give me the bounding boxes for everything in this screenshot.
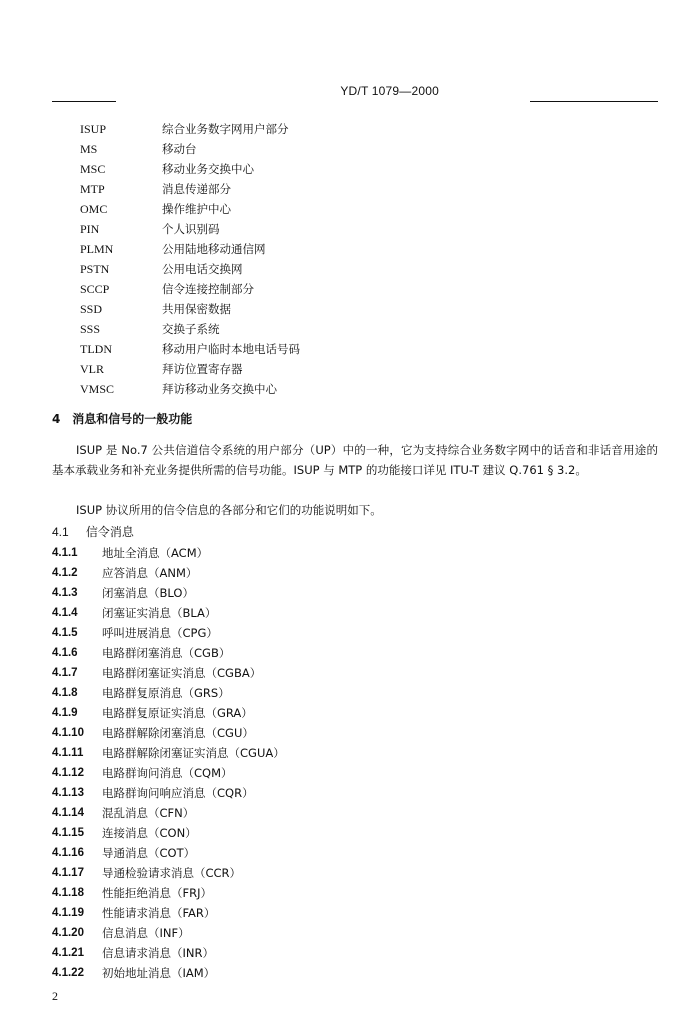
message-item: [52, 843, 612, 863]
message-title: 电路群询问消息（CQM）: [102, 766, 233, 780]
message-number: 4.1.20: [52, 927, 84, 939]
message-item: [52, 803, 612, 823]
abbreviation-description: 交换子系统: [162, 322, 220, 336]
abbreviation-code: PLMN: [80, 242, 114, 256]
subsection-heading: [52, 523, 134, 541]
abbreviation-row: [80, 319, 640, 339]
abbreviation-description: 拜访位置寄存器: [162, 362, 243, 376]
message-list: [52, 543, 612, 983]
message-item: [52, 963, 612, 983]
abbreviation-description: 共用保密数据: [162, 302, 231, 316]
message-item: [52, 923, 612, 943]
abbreviation-row: [80, 199, 640, 219]
abbreviation-code: TLDN: [80, 342, 112, 356]
message-title: 电路群闭塞消息（CGB）: [102, 646, 231, 660]
message-title: 信息请求消息（INR）: [102, 946, 214, 960]
message-item: [52, 543, 612, 563]
message-item: [52, 943, 612, 963]
abbreviation-description: 消息传递部分: [162, 182, 231, 196]
message-item: [52, 723, 612, 743]
message-item: [52, 763, 612, 783]
message-number: 4.1.17: [52, 867, 84, 879]
abbreviation-row: [80, 339, 640, 359]
message-number: 4.1.2: [52, 567, 78, 579]
abbreviation-description: 综合业务数字网用户部分: [162, 122, 289, 136]
abbreviation-code: PSTN: [80, 262, 110, 276]
abbreviation-code: VMSC: [80, 382, 115, 396]
message-number: 4.1.6: [52, 647, 78, 659]
header-rule-right: [530, 101, 658, 102]
message-number: 4.1.1: [52, 547, 78, 559]
message-title: 电路群复原消息（GRS）: [102, 686, 230, 700]
message-title: 闭塞证实消息（BLA）: [102, 606, 217, 620]
message-number: 4.1.21: [52, 947, 84, 959]
abbreviation-row: [80, 179, 640, 199]
abbreviation-code: OMC: [80, 202, 108, 216]
message-title: 导通检验请求消息（CCR）: [102, 866, 242, 880]
message-number: 4.1.16: [52, 847, 84, 859]
message-title: 电路群解除闭塞消息（CGU）: [102, 726, 254, 740]
message-number: 4.1.18: [52, 887, 84, 899]
abbreviation-row: [80, 219, 640, 239]
message-number: 4.1.7: [52, 667, 78, 679]
abbreviation-description: 移动业务交换中心: [162, 162, 254, 176]
document-number: YD/T 1079—2000: [340, 84, 439, 98]
message-item: [52, 883, 612, 903]
abbreviation-code: PIN: [80, 222, 100, 236]
abbreviation-description: 公用陆地移动通信网: [162, 242, 266, 256]
abbreviation-description: 信令连接控制部分: [162, 282, 254, 296]
message-title: 电路群解除闭塞证实消息（CGUA）: [102, 746, 285, 760]
section-heading: [52, 410, 192, 428]
section-paragraph: ISUP 是 No.7 公共信道信令系统的用户部分（UP）中的一种，它为支持综合业务数字网中的话音和非话音用途的基本承载业务和补充业务提供所需的信号功能。ISUP 与 MTP 的功能接口详见 ITU-T 建议 Q.761 § 3.2。: [52, 443, 658, 477]
abbreviation-code: MTP: [80, 182, 105, 196]
message-item: [52, 703, 612, 723]
abbreviation-description: 移动用户临时本地电话号码: [162, 342, 300, 356]
section-number: 4: [52, 412, 61, 426]
header-rule-left: [52, 101, 116, 102]
message-title: 性能请求消息（FAR）: [102, 906, 216, 920]
abbreviation-row: [80, 259, 640, 279]
message-title: 连接消息（CON）: [102, 826, 197, 840]
message-item: [52, 643, 612, 663]
message-number: 4.1.8: [52, 687, 78, 699]
message-number: 4.1.10: [52, 727, 84, 739]
abbreviation-code: SCCP: [80, 282, 110, 296]
message-title: 电路群闭塞证实消息（CGBA）: [102, 666, 262, 680]
message-title: 信息消息（INF）: [102, 926, 190, 940]
abbreviation-row: [80, 379, 640, 399]
section-title: 消息和信号的一般功能: [72, 412, 193, 426]
message-number: 4.1.11: [52, 747, 84, 759]
message-item: [52, 563, 612, 583]
abbreviation-row: [80, 139, 640, 159]
abbreviation-row: [80, 359, 640, 379]
message-item: [52, 663, 612, 683]
abbreviation-code: VLR: [80, 362, 104, 376]
abbreviation-code: MS: [80, 142, 98, 156]
page-number: 2: [52, 989, 58, 1003]
abbreviation-row: [80, 119, 640, 139]
message-number: 4.1.19: [52, 907, 84, 919]
abbreviation-row: [80, 159, 640, 179]
abbreviation-description: 个人识别码: [162, 222, 220, 236]
message-item: [52, 823, 612, 843]
message-item: [52, 863, 612, 883]
abbreviation-row: [80, 279, 640, 299]
message-number: 4.1.15: [52, 827, 84, 839]
message-item: [52, 743, 612, 763]
abbreviation-description: 拜访移动业务交换中心: [162, 382, 277, 396]
subsection-title: 信令消息: [85, 525, 134, 539]
message-number: 4.1.9: [52, 707, 78, 719]
abbreviation-code: ISUP: [80, 122, 107, 136]
abbreviation-code: MSC: [80, 162, 106, 176]
message-item: [52, 783, 612, 803]
message-number: 4.1.12: [52, 767, 84, 779]
abbreviation-code: SSD: [80, 302, 103, 316]
message-title: 导通消息（COT）: [102, 846, 196, 860]
subsection-number: 4.1: [52, 525, 69, 539]
abbreviation-list: [80, 119, 640, 399]
message-title: 呼叫进展消息（CPG）: [102, 626, 218, 640]
message-number: 4.1.5: [52, 627, 78, 639]
section-paragraph: ISUP 协议所用的信令信息的各部分和它们的功能说明如下。: [76, 503, 382, 517]
message-item: [52, 623, 612, 643]
abbreviation-description: 公用电话交换网: [162, 262, 243, 276]
abbreviation-code: SSS: [80, 322, 101, 336]
abbreviation-row: [80, 299, 640, 319]
message-title: 性能拒绝消息（FRJ）: [102, 886, 212, 900]
message-title: 应答消息（ANM）: [102, 566, 198, 580]
message-item: [52, 603, 612, 623]
abbreviation-description: 移动台: [162, 142, 197, 156]
abbreviation-row: [80, 239, 640, 259]
message-title: 初始地址消息（IAM）: [102, 966, 216, 980]
abbreviation-description: 操作维护中心: [162, 202, 231, 216]
message-item: [52, 583, 612, 603]
message-title: 电路群询问响应消息（CQR）: [102, 786, 254, 800]
message-number: 4.1.4: [52, 607, 78, 619]
page-header: [0, 80, 679, 104]
message-title: 电路群复原证实消息（GRA）: [102, 706, 253, 720]
message-title: 混乱消息（CFN）: [102, 806, 195, 820]
message-number: 4.1.3: [52, 587, 78, 599]
message-number: 4.1.14: [52, 807, 84, 819]
message-item: [52, 683, 612, 703]
message-title: 闭塞消息（BLO）: [102, 586, 194, 600]
message-number: 4.1.13: [52, 787, 84, 799]
message-item: [52, 903, 612, 923]
message-title: 地址全消息（ACM）: [102, 546, 209, 560]
message-number: 4.1.22: [52, 967, 84, 979]
